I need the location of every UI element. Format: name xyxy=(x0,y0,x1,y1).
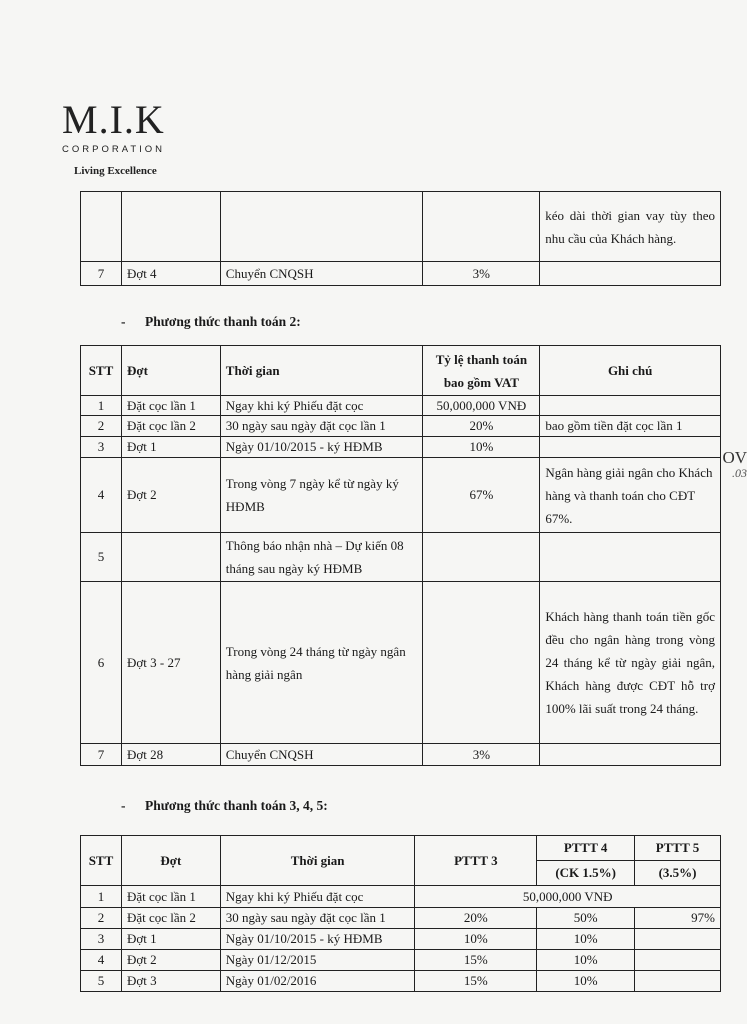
logo-corporation: CORPORATION xyxy=(62,144,166,155)
cell-thoi-gian: Chuyển CNQSH xyxy=(220,262,423,286)
table-row xyxy=(81,416,721,437)
cell-stt: 1 xyxy=(81,396,122,416)
payment-table-continuation xyxy=(80,191,721,286)
heading-text: Phương thức thanh toán 3, 4, 5: xyxy=(145,798,328,813)
cell-thoi-gian: Trong vòng 7 ngày kể từ ngày ký HĐMB xyxy=(220,458,423,533)
cell-ty-le xyxy=(423,582,540,744)
cell-stt: 5 xyxy=(81,971,122,992)
payment-table-3 xyxy=(80,835,721,992)
cell-thoi-gian: Ngày 01/10/2015 - ký HĐMB xyxy=(220,929,415,950)
header-pttt5: PTTT 5 xyxy=(635,836,721,861)
cell-stt: 3 xyxy=(81,929,122,950)
cell-ghi-chu: Ngân hàng giải ngân cho Khách hàng và thanh toán cho CĐT 67%. xyxy=(540,458,721,533)
cell-dot: Đặt cọc lần 2 xyxy=(121,908,220,929)
header-pttt4-sub: (CK 1.5%) xyxy=(537,861,635,886)
header-thoi-gian: Thời gian xyxy=(220,346,423,396)
cell-thoi-gian: Ngay khi ký Phiếu đặt cọc xyxy=(220,886,415,908)
cell-ty-le: 3% xyxy=(423,744,540,766)
header-pttt5-sub: (3.5%) xyxy=(635,861,721,886)
table-header-row xyxy=(81,836,721,861)
cell-thoi-gian: 30 ngày sau ngày đặt cọc lần 1 xyxy=(220,908,415,929)
cell-dot: Đợt 3 - 27 xyxy=(121,582,220,744)
cell-thoi-gian: Thông báo nhận nhà – Dự kiến 08 tháng sau ngày ký HĐMB xyxy=(220,533,423,582)
cell-stt: 1 xyxy=(81,886,122,908)
cell-pttt5 xyxy=(635,929,721,950)
cell-ty-le xyxy=(423,533,540,582)
cell-dot: Đợt 28 xyxy=(121,744,220,766)
header-stt: STT xyxy=(81,346,122,396)
heading-bullet: - xyxy=(121,314,126,329)
cell-thoi-gian: Ngày 01/02/2016 xyxy=(220,971,415,992)
cell-thoi-gian: 30 ngày sau ngày đặt cọc lần 1 xyxy=(220,416,423,437)
cell-stt: 4 xyxy=(81,950,122,971)
cell-dot: Đợt 4 xyxy=(121,262,220,286)
table-row xyxy=(81,929,721,950)
cell-thoi-gian: Ngay khi ký Phiếu đặt cọc xyxy=(220,396,423,416)
header-thoi-gian: Thời gian xyxy=(220,836,415,886)
heading-text: Phương thức thanh toán 2: xyxy=(145,314,301,329)
header-dot: Đợt xyxy=(121,836,220,886)
cell-dot: Đợt 1 xyxy=(121,437,220,458)
cell-pttt3: 10% xyxy=(415,929,537,950)
payment-table-2 xyxy=(80,345,721,766)
cell-dot: Đặt cọc lần 1 xyxy=(121,886,220,908)
cell-stt: 2 xyxy=(81,416,122,437)
cell-dot: Đợt 1 xyxy=(121,929,220,950)
table-row xyxy=(81,744,721,766)
cell-dot: Đặt cọc lần 1 xyxy=(121,396,220,416)
header-ghi-chu: Ghi chú xyxy=(540,346,721,396)
header-dot: Đợt xyxy=(121,346,220,396)
cell-pttt5 xyxy=(635,950,721,971)
table-header-row xyxy=(81,346,721,396)
header-pttt4: PTTT 4 xyxy=(537,836,635,861)
cell-stt: 7 xyxy=(81,744,122,766)
cell-ty-le: 67% xyxy=(423,458,540,533)
table-row xyxy=(81,886,721,908)
company-logo xyxy=(62,97,202,177)
table-row xyxy=(81,582,721,744)
cell-stt: 5 xyxy=(81,533,122,582)
cell-pttt5 xyxy=(635,971,721,992)
edge-mark-top: OV xyxy=(722,448,747,467)
table-row xyxy=(81,533,721,582)
cell-ty-le: 20% xyxy=(423,416,540,437)
section-heading-3 xyxy=(121,798,328,814)
logo-wordmark: M.I.K xyxy=(62,97,165,142)
cell-ghi-chu: Khách hàng thanh toán tiền gốc đều cho ngân hàng trong vòng 24 tháng kể từ ngày giải ngân, Khách hàng được CĐT hỗ trợ 100% lãi suất trong 24 tháng. xyxy=(540,582,721,744)
cell-ghi-chu xyxy=(540,262,721,286)
cell-merged-deposit: 50,000,000 VNĐ xyxy=(415,886,721,908)
cell-ghi-chu xyxy=(540,437,721,458)
cell-stt: 6 xyxy=(81,582,122,744)
table-row xyxy=(81,908,721,929)
cell-stt: 2 xyxy=(81,908,122,929)
heading-bullet: - xyxy=(121,798,126,813)
cell-ghi-chu: bao gồm tiền đặt cọc lần 1 xyxy=(540,416,721,437)
cell-thoi-gian: Trong vòng 24 tháng từ ngày ngân hàng giải ngân xyxy=(220,582,423,744)
header-stt: STT xyxy=(81,836,122,886)
logo-tagline: Living Excellence xyxy=(74,165,157,177)
cell-stt: 3 xyxy=(81,437,122,458)
continuation-note: kéo dài thời gian vay tùy theo nhu cầu của Khách hàng. xyxy=(540,192,721,262)
cell-ty-le: 3% xyxy=(423,262,540,286)
cell-dot: Đợt 2 xyxy=(121,458,220,533)
cell-ty-le: 10% xyxy=(423,437,540,458)
cell-ghi-chu xyxy=(540,533,721,582)
table-row xyxy=(81,971,721,992)
cell-pttt4: 10% xyxy=(537,950,635,971)
cell-ty-le: 50,000,000 VNĐ xyxy=(423,396,540,416)
table-row xyxy=(81,458,721,533)
cell-pttt3: 15% xyxy=(415,950,537,971)
table-row xyxy=(81,262,721,286)
cell-dot: Đợt 3 xyxy=(121,971,220,992)
cell-ghi-chu xyxy=(540,396,721,416)
cell-stt: 4 xyxy=(81,458,122,533)
table-row xyxy=(81,192,721,262)
edge-mark-bottom: .03 xyxy=(732,466,747,480)
header-ty-le: Tỷ lệ thanh toán bao gồm VAT xyxy=(423,346,540,396)
cell-dot xyxy=(121,533,220,582)
table-row xyxy=(81,950,721,971)
cell-pttt4: 50% xyxy=(537,908,635,929)
cell-dot: Đặt cọc lần 2 xyxy=(121,416,220,437)
cell-thoi-gian: Ngày 01/10/2015 - ký HĐMB xyxy=(220,437,423,458)
table-row xyxy=(81,396,721,416)
cell-ghi-chu xyxy=(540,744,721,766)
section-heading-2 xyxy=(121,314,301,330)
cell-thoi-gian: Ngày 01/12/2015 xyxy=(220,950,415,971)
cell-pttt3: 15% xyxy=(415,971,537,992)
cell-pttt5: 97% xyxy=(635,908,721,929)
cell-stt: 7 xyxy=(81,262,122,286)
cell-pttt4: 10% xyxy=(537,971,635,992)
table-row xyxy=(81,437,721,458)
cell-pttt3: 20% xyxy=(415,908,537,929)
cell-dot: Đợt 2 xyxy=(121,950,220,971)
cell-pttt4: 10% xyxy=(537,929,635,950)
cell-thoi-gian: Chuyển CNQSH xyxy=(220,744,423,766)
header-pttt3: PTTT 3 xyxy=(415,836,537,886)
